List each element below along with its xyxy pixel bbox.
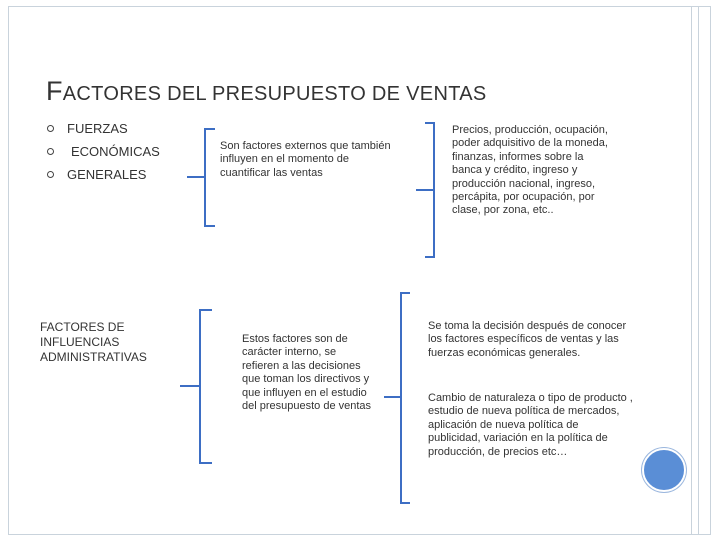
bracket-3: [180, 310, 212, 463]
bracket-4: [384, 293, 410, 503]
economic-factors-list: Precios, producción, ocupación, poder adquisitivo de la moneda, finanzas, informes sobre la banca y crédito, ingreso y producción nacional, ingreso, percápita, por ocupación, por clase, por zona, etc..: [452, 124, 608, 217]
change-text: Cambio de naturaleza o tipo de producto , estudio de nueva política de mercados, aplicación de nueva política de publicidad, variación en la política de producción, de precios etc…: [428, 392, 633, 458]
bullet-label: ECONÓMICAS: [71, 144, 160, 159]
bullet-label: FUERZAS: [67, 121, 128, 136]
decorative-circle: [642, 448, 686, 492]
external-factors-text: Son factores externos que también influyen en el momento de cuantificar las ventas: [220, 140, 391, 179]
internal-factors-text: Estos factores son de carácter interno, se refieren a las decisiones que toman los directivos y que influyen en el estudio del presupuesto de ventas: [242, 333, 372, 413]
bracket-2: [416, 123, 434, 257]
title-initial: F: [46, 76, 63, 106]
administrative-factors-label: FACTORES DE INFLUENCIAS ADMINISTRATIVAS: [40, 320, 147, 364]
decision-text: Se toma la decisión después de conocer los factores específicos de ventas y las fuerzas económicas generales.: [428, 320, 627, 359]
title-text: ACTORES DEL PRESUPUESTO DE VENTAS: [62, 83, 487, 105]
bullet-label: GENERALES: [67, 167, 147, 182]
bracket-1: [187, 129, 215, 226]
